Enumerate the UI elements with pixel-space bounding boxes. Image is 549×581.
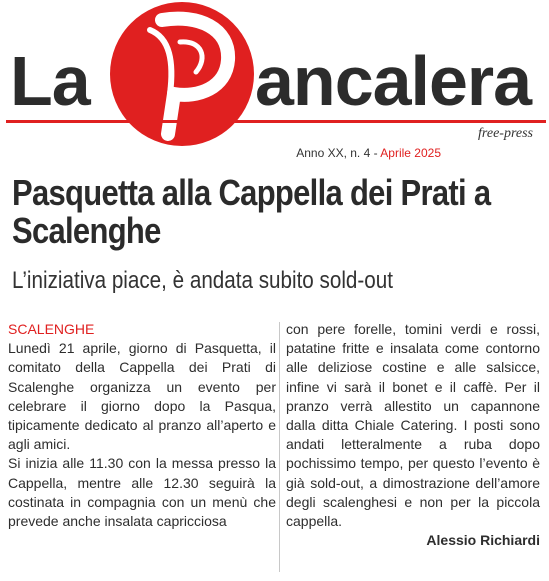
issue-number: Anno XX, n. 4 - bbox=[296, 146, 381, 160]
logo-p-emblem bbox=[110, 2, 254, 146]
article-column-left bbox=[8, 320, 276, 531]
masthead bbox=[0, 0, 549, 165]
masthead-title-left: La bbox=[10, 42, 90, 120]
issue-info bbox=[296, 146, 441, 160]
masthead-rule bbox=[6, 120, 546, 123]
article-paragraph: Lunedì 21 aprile, giorno di Pasquetta, il comitato della Cappella dei Prati di Scalenghe organizza un evento per celebrare il giorno dopo la Pasqua, tipicamente dedicato al pranzo all’aperto e agli amici. bbox=[8, 340, 276, 453]
tagline: free-press bbox=[478, 126, 533, 141]
article-column-right bbox=[286, 320, 540, 550]
article-paragraph: con pere forelle, tomini verdi e rossi, patatine fritte e insalata come contorno alle deliziose costine e alle salsicce, infine vi sarà il bonet e il caffè. Per il pranzo verrà allestito un capannone dalla ditta Chiale Catering. I posti sono andati letteralmente a ruba dopo pochissimo tempo, per questo l’evento è già sold-out, a dimostrazione dell’amore degli scalenghesi e non per la piccola cappella. bbox=[286, 321, 540, 530]
article-paragraph: Si inizia alle 11.30 con la messa presso la Cappella, mentre alle 12.30 seguirà la costinata in compagnia con un menù che prevede anche insalata capricciosa bbox=[8, 455, 276, 530]
issue-date: Aprile 2025 bbox=[380, 146, 441, 160]
article-subheadline: L’iniziativa piace, è andata subito sold-out bbox=[12, 267, 393, 294]
article-headline: Pasquetta alla Cappella dei Prati a Scalenghe bbox=[12, 172, 491, 251]
column-divider bbox=[279, 322, 280, 572]
masthead-title-right: ancalera bbox=[255, 42, 532, 120]
dateline-place: SCALENGHE bbox=[8, 321, 95, 337]
article-author: Alessio Richiardi bbox=[426, 532, 540, 549]
